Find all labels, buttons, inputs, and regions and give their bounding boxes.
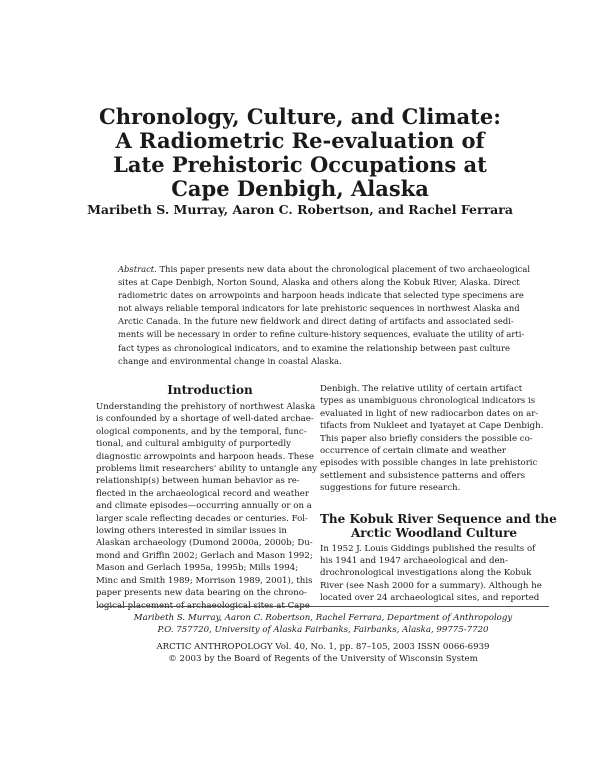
abstract-line: ments will be necessary in order to refine culture-history sequences, evaluate the utility of arti- [118, 329, 525, 340]
affiliation-line: P.O. 757720, University of Alaska Fairbanks, Fairbanks, Alaska, 99775-7720 [157, 625, 489, 635]
body-line: paper presents new data bearing on the chrono- [96, 588, 307, 599]
body-line: Denbigh. The relative utility of certain artifact [320, 384, 523, 394]
abstract-line: Arctic Canada. In the future new fieldwork and direct dating of artifacts and associated sedi- [118, 316, 514, 327]
body-line: is confounded by a shortage of well-dated archae- [96, 414, 314, 425]
heading-line: Arctic Woodland Culture [350, 525, 518, 540]
introduction-continued [320, 383, 548, 495]
abstract-line: sites at Cape Denbigh, Norton Sound, Alaska and others along the Kobuk River, Alaska. Direct [118, 277, 520, 288]
title-line: Chronology, Culture, and Climate: [99, 104, 501, 129]
heading-line: The Kobuk River Sequence and the [320, 511, 557, 526]
author-list: Maribeth S. Murray, Aaron C. Robertson, and Rachel Ferrara [87, 202, 513, 217]
title-line: Late Prehistoric Occupations at [113, 152, 487, 177]
body-line: Minc and Smith 1989; Morrison 1989, 2001), this [96, 575, 313, 586]
body-line: suggestions for future research. [320, 483, 461, 494]
body-line: problems limit researchers' ability to untangle any [96, 464, 317, 475]
citation-line: ARCTIC ANTHROPOLOGY Vol. 40, No. 1, pp. 87–105, 2003 ISSN 0066-6939 [156, 642, 490, 652]
body-line: types as unambiguous chronological indicators is [320, 396, 536, 407]
author-affiliation [96, 612, 550, 636]
body-line: In 1952 J. Louis Giddings published the results of [320, 543, 536, 554]
right-column [320, 383, 557, 605]
body-line: diagnostic arrowpoints and harpoon heads. These [96, 451, 314, 462]
introduction-heading: Introduction [167, 383, 253, 397]
body-line: relationship(s) between human behavior as re- [96, 476, 300, 487]
body-line: drochronological investigations along the Kobuk [320, 568, 532, 579]
body-line: flected in the archaeological record and weather [96, 488, 309, 499]
body-line: River (see Nash 2000 for a summary). Although he [320, 580, 542, 591]
body-line: tifacts from Nukleet and Iyatayet at Cape Denbigh. [320, 421, 544, 432]
body-line: his 1941 and 1947 archaeological and den- [320, 556, 508, 567]
abstract-line [118, 263, 531, 276]
kobuk-section-heading [320, 511, 557, 540]
title-line: A Radiometric Re-evaluation of [115, 128, 485, 153]
abstract-line: fact types as chronological indicators, and to examine the relationship between past culture [118, 342, 510, 353]
body-line: evaluated in light of new radiocarbon dates on ar- [320, 408, 539, 419]
body-line: lowing others interested in similar issues in [96, 526, 287, 537]
body-line: larger scale reflecting decades or centuries. Fol- [96, 513, 308, 524]
introduction-body [96, 401, 324, 612]
body-line: Understanding the prehistory of northwest Alaska [96, 402, 316, 412]
copyright-line: © 2003 by the Board of Regents of the University of Wisconsin System [168, 654, 478, 664]
abstract [118, 263, 531, 368]
body-line: episodes with possible changes in late prehistoric [320, 458, 538, 469]
left-column [96, 383, 324, 612]
footer-divider [97, 606, 549, 607]
abstract-line: change and environmental change in coastal Alaska. [118, 355, 342, 366]
body-line: located over 24 archaeological sites, and reported [320, 593, 540, 604]
abstract-line: not always reliable temporal indicators for late prehistoric sequences in northwest Alaska and [118, 303, 520, 314]
body-line: mond and Griffin 2002; Gerlach and Mason 1992; [96, 550, 313, 561]
journal-citation [96, 641, 550, 665]
body-line: settlement and subsistence patterns and offers [320, 470, 525, 481]
abstract-label: Abstract. [118, 264, 157, 274]
affiliation-line: Maribeth S. Murray, Aaron C. Robertson, Rachel Ferrara, Department of Anthropology [133, 613, 513, 623]
body-line: occurrence of certain climate and weather [320, 446, 506, 457]
body-line: Mason and Gerlach 1995a, 1995b; Mills 1994; [96, 563, 299, 574]
abstract-text: This paper presents new data about the chronological placement of two archaeological [156, 264, 531, 274]
body-line: and climate episodes—occurring annually or on a [96, 501, 312, 512]
body-line: Alaskan archaeology (Dumond 2000a, 2000b; Du- [96, 538, 313, 549]
paper-title [60, 105, 540, 201]
kobuk-section-body [320, 543, 548, 605]
body-line: This paper also briefly considers the possible co- [320, 433, 533, 444]
abstract-line: radiometric dates on arrowpoints and harpoon heads indicate that selected type specimens are [118, 290, 524, 301]
title-line: Cape Denbigh, Alaska [171, 176, 429, 201]
body-line: ological components, and by the temporal, func- [96, 426, 307, 437]
body-line: tional, and cultural ambiguity of purportedly [96, 439, 291, 450]
body-line: logical placement of archaeological sites at Cape [96, 600, 310, 611]
